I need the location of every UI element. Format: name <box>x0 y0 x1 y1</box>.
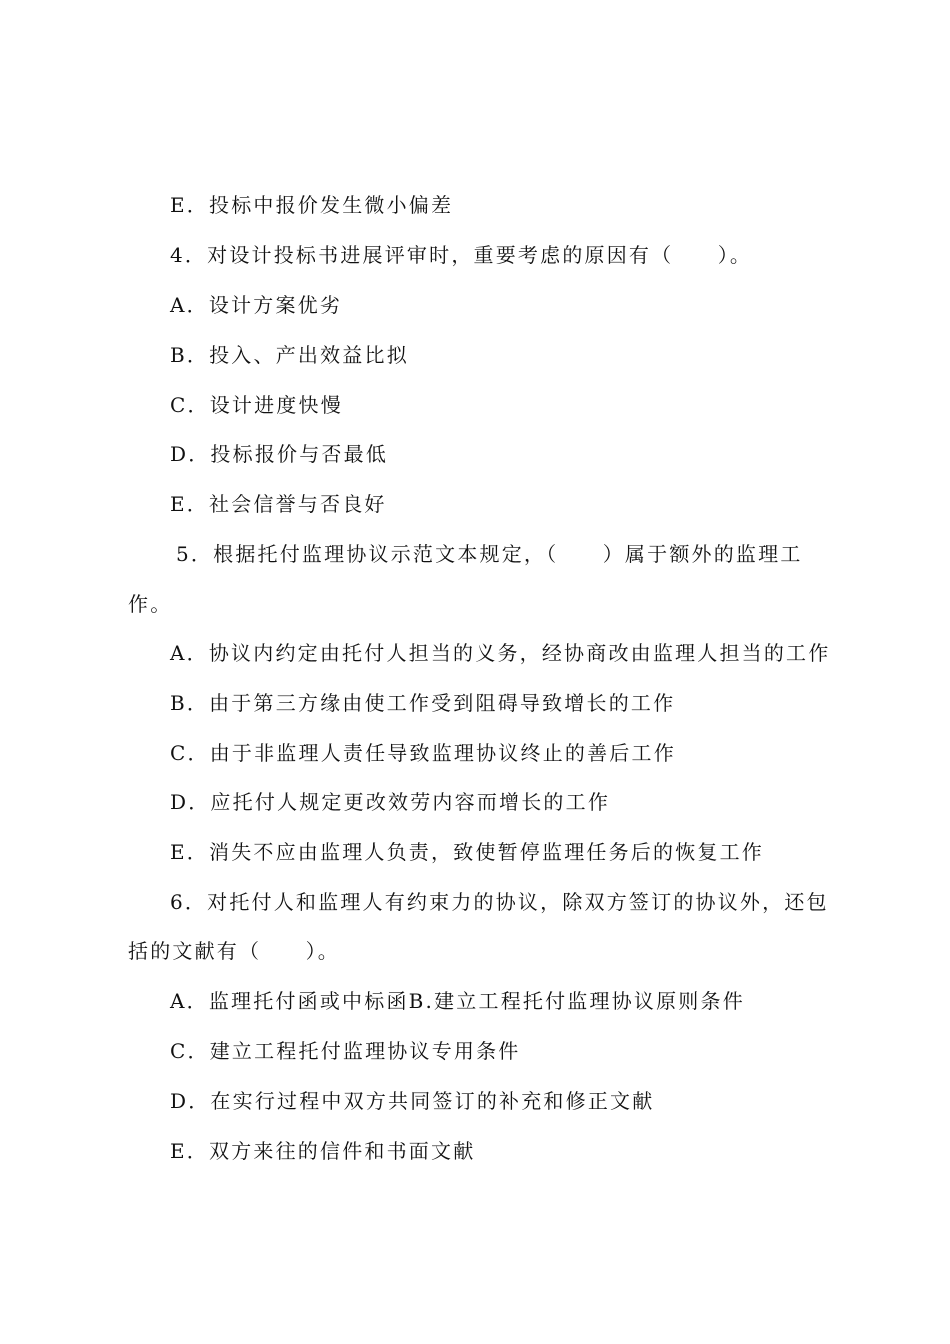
question-5-line-2: 作。 <box>128 592 173 616</box>
question-4: 4．对设计投标书进展评审时，重要考虑的原因有（ ）。 <box>170 243 753 267</box>
question-5-line-1: 5．根据托付监理协议示范文本规定，（ ）属于额外的监理工 <box>176 542 803 566</box>
option-d-q5: D．应托付人规定更改效劳内容而增长的工作 <box>170 790 611 814</box>
option-b-q4: B．投入、产出效益比拟 <box>170 343 409 367</box>
option-c-q4: C．设计进度快慢 <box>170 393 343 417</box>
option-d-q4: D．投标报价与否最低 <box>170 442 389 466</box>
option-d-q6: D．在实行过程中双方共同签订的补充和修正文献 <box>170 1089 655 1113</box>
question-6-line-1: 6．对托付人和监理人有约束力的协议，除双方签订的协议外，还包 <box>170 890 829 914</box>
option-a-q4: A．设计方案优劣 <box>170 293 343 317</box>
option-e-q6: E．双方来往的信件和书面文献 <box>170 1139 476 1163</box>
option-c-q6: C．建立工程托付监理协议专用条件 <box>170 1039 521 1063</box>
option-a-q5: A．协议内约定由托付人担当的义务，经协商改由监理人担当的工作 <box>170 641 831 665</box>
option-e-q3: E．投标中报价发生微小偏差 <box>170 193 454 217</box>
option-a-q6: A．监理托付函或中标函B.建立工程托付监理协议原则条件 <box>170 989 745 1013</box>
question-6-line-2: 括的文献有（ ）。 <box>128 939 340 963</box>
option-b-q5: B．由于第三方缘由使工作受到阻碍导致增长的工作 <box>170 691 676 715</box>
option-c-q5: C．由于非监理人责任导致监理协议终止的善后工作 <box>170 741 676 765</box>
option-e-q4: E．社会信誉与否良好 <box>170 492 387 516</box>
option-e-q5: E．消失不应由监理人负责，致使暂停监理任务后的恢复工作 <box>170 840 764 864</box>
